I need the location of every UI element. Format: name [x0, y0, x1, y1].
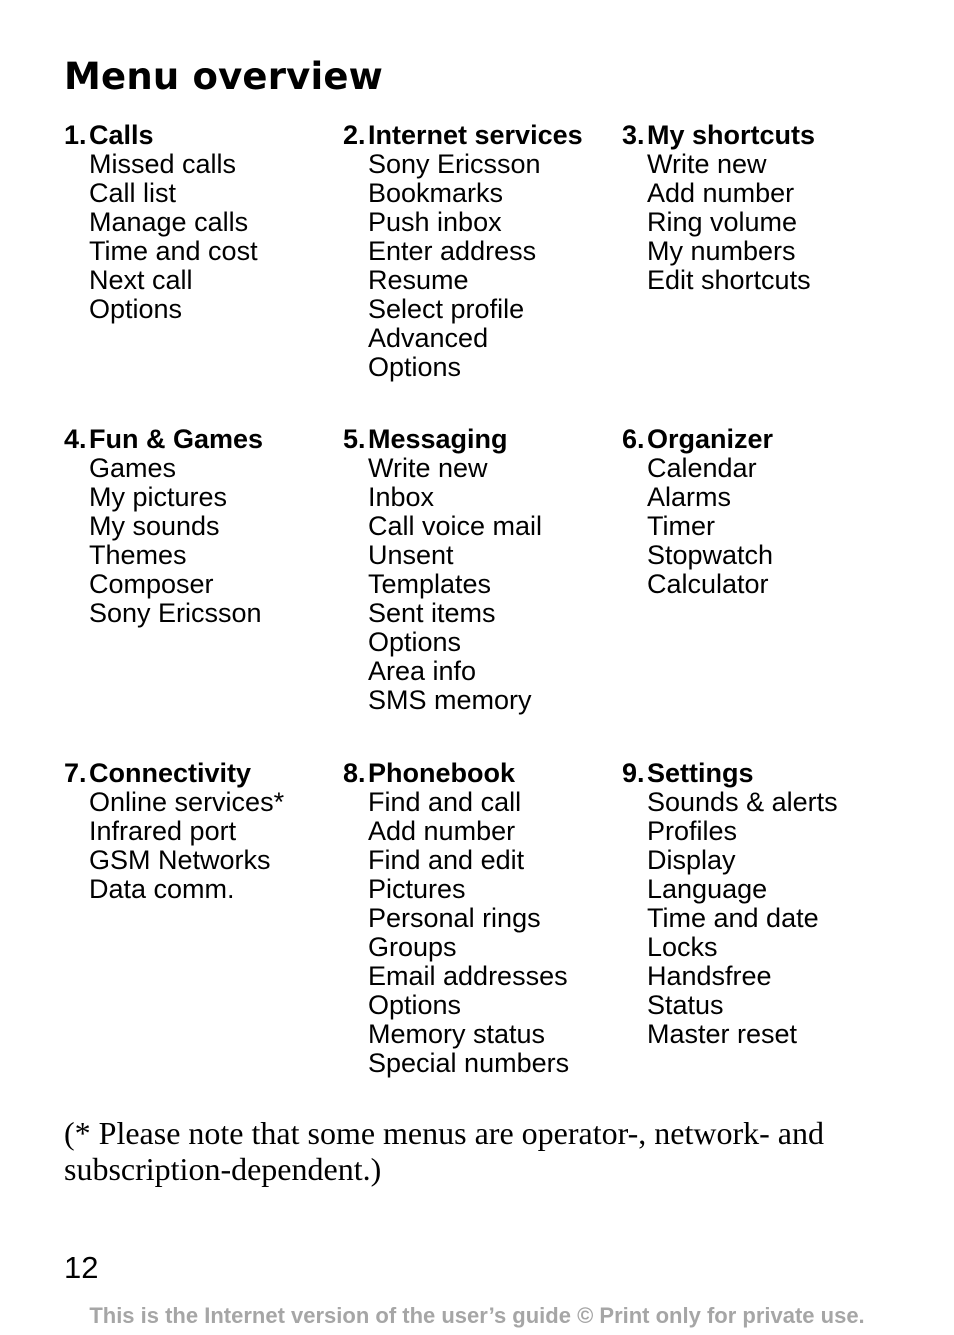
menu-item: Online services* — [89, 787, 285, 817]
menu-item: Options — [89, 294, 183, 324]
menu-block — [64, 121, 344, 324]
menu-item: GSM Networks — [89, 845, 271, 875]
menu-block — [64, 425, 344, 628]
menu-item: My numbers — [647, 236, 796, 266]
menu-item: Display — [647, 845, 736, 875]
menu-number: 1. — [64, 120, 87, 150]
menu-item-list — [343, 454, 623, 715]
menu-item: Email addresses — [368, 961, 568, 991]
menu-item: Sent items — [368, 598, 496, 628]
menu-item: Resume — [368, 265, 469, 295]
menu-item: Area info — [368, 656, 477, 686]
menu-item: Unsent — [368, 540, 454, 570]
menu-title: Internet services — [368, 120, 583, 150]
menu-item: Templates — [368, 569, 492, 599]
menu-item: Call list — [89, 178, 177, 208]
menu-item: Calculator — [647, 569, 769, 599]
menu-item-list — [622, 788, 902, 1049]
menu-item: Time and cost — [89, 236, 258, 266]
menu-item: Options — [368, 352, 462, 382]
menu-item: Infrared port — [89, 816, 237, 846]
menu-item: Ring volume — [647, 207, 798, 237]
menu-item: Locks — [647, 932, 718, 962]
menu-heading — [343, 425, 623, 454]
menu-item: My pictures — [89, 482, 228, 512]
menu-title: My shortcuts — [647, 120, 816, 150]
menu-item: Sounds & alerts — [647, 787, 838, 817]
menu-block — [622, 759, 902, 1049]
menu-item: Sony Ericsson — [89, 598, 262, 628]
menu-block — [64, 759, 344, 904]
menu-item: Add number — [368, 816, 516, 846]
menu-item: Options — [368, 990, 462, 1020]
menu-item: Profiles — [647, 816, 738, 846]
menu-item: Themes — [89, 540, 187, 570]
menu-item: Handsfree — [647, 961, 772, 991]
menu-number: 4. — [64, 424, 87, 454]
menu-item: Master reset — [647, 1019, 798, 1049]
menu-item: Find and edit — [368, 845, 525, 875]
menu-item: Find and call — [368, 787, 522, 817]
menu-item-list — [343, 788, 623, 1078]
menu-heading — [343, 121, 623, 150]
menu-item: Stopwatch — [647, 540, 774, 570]
menu-heading — [343, 759, 623, 788]
menu-item: Time and date — [647, 903, 819, 933]
menu-title: Organizer — [647, 424, 774, 454]
menu-number: 2. — [343, 120, 366, 150]
page-number: 12 — [64, 1250, 99, 1285]
menu-heading — [622, 759, 902, 788]
menu-item: Next call — [89, 265, 193, 295]
menu-item-list — [622, 150, 902, 295]
menu-item: Special numbers — [368, 1048, 570, 1078]
menu-title: Calls — [89, 120, 154, 150]
menu-item: Manage calls — [89, 207, 249, 237]
menu-block — [622, 425, 902, 599]
menu-number: 8. — [343, 758, 366, 788]
menu-heading — [622, 425, 902, 454]
menu-item: Bookmarks — [368, 178, 504, 208]
menu-item: Status — [647, 990, 724, 1020]
menu-item: Groups — [368, 932, 457, 962]
menu-heading — [622, 121, 902, 150]
menu-title: Messaging — [368, 424, 508, 454]
menu-block — [622, 121, 902, 295]
menu-number: 5. — [343, 424, 366, 454]
menu-item: Inbox — [368, 482, 435, 512]
menu-number: 3. — [622, 120, 645, 150]
menu-item-list — [64, 150, 344, 324]
page-title: Menu overview — [64, 55, 384, 98]
footer-notice: This is the Internet version of the user’s guide © Print only for private use. — [89, 1303, 865, 1328]
menu-block — [343, 425, 623, 715]
menu-item: Alarms — [647, 482, 732, 512]
menu-item-list — [343, 150, 623, 382]
menu-item-list — [64, 454, 344, 628]
menu-number: 7. — [64, 758, 87, 788]
menu-item: Push inbox — [368, 207, 502, 237]
menu-item: Memory status — [368, 1019, 546, 1049]
menu-item: My sounds — [89, 511, 220, 541]
menu-title: Phonebook — [368, 758, 515, 788]
menu-heading — [64, 121, 344, 150]
menu-item: Missed calls — [89, 149, 237, 179]
menu-title: Settings — [647, 758, 754, 788]
menu-item: Sony Ericsson — [368, 149, 541, 179]
menu-heading — [64, 759, 344, 788]
operator-note: (* Please note that some menus are operator-, network- and subscription-dependent.) — [64, 1115, 824, 1187]
menu-item: Pictures — [368, 874, 466, 904]
menu-block — [343, 759, 623, 1078]
menu-number: 9. — [622, 758, 645, 788]
menu-block — [343, 121, 623, 382]
menu-item: Add number — [647, 178, 795, 208]
menu-item: Enter address — [368, 236, 537, 266]
menu-item: Calendar — [647, 453, 757, 483]
menu-item: Advanced — [368, 323, 489, 353]
menu-item: Write new — [647, 149, 767, 179]
menu-heading — [64, 425, 344, 454]
menu-item: Data comm. — [89, 874, 235, 904]
menu-item: Timer — [647, 511, 715, 541]
menu-item: Options — [368, 627, 462, 657]
menu-item: Call voice mail — [368, 511, 543, 541]
menu-item: Edit shortcuts — [647, 265, 811, 295]
menu-title: Fun & Games — [89, 424, 264, 454]
menu-item: Composer — [89, 569, 214, 599]
menu-title: Connectivity — [89, 758, 252, 788]
menu-item-list — [622, 454, 902, 599]
menu-item: Personal rings — [368, 903, 541, 933]
menu-item: SMS memory — [368, 685, 532, 715]
menu-item: Write new — [368, 453, 488, 483]
menu-item: Language — [647, 874, 768, 904]
menu-number: 6. — [622, 424, 645, 454]
menu-item: Select profile — [368, 294, 525, 324]
menu-item-list — [64, 788, 344, 904]
menu-item: Games — [89, 453, 177, 483]
